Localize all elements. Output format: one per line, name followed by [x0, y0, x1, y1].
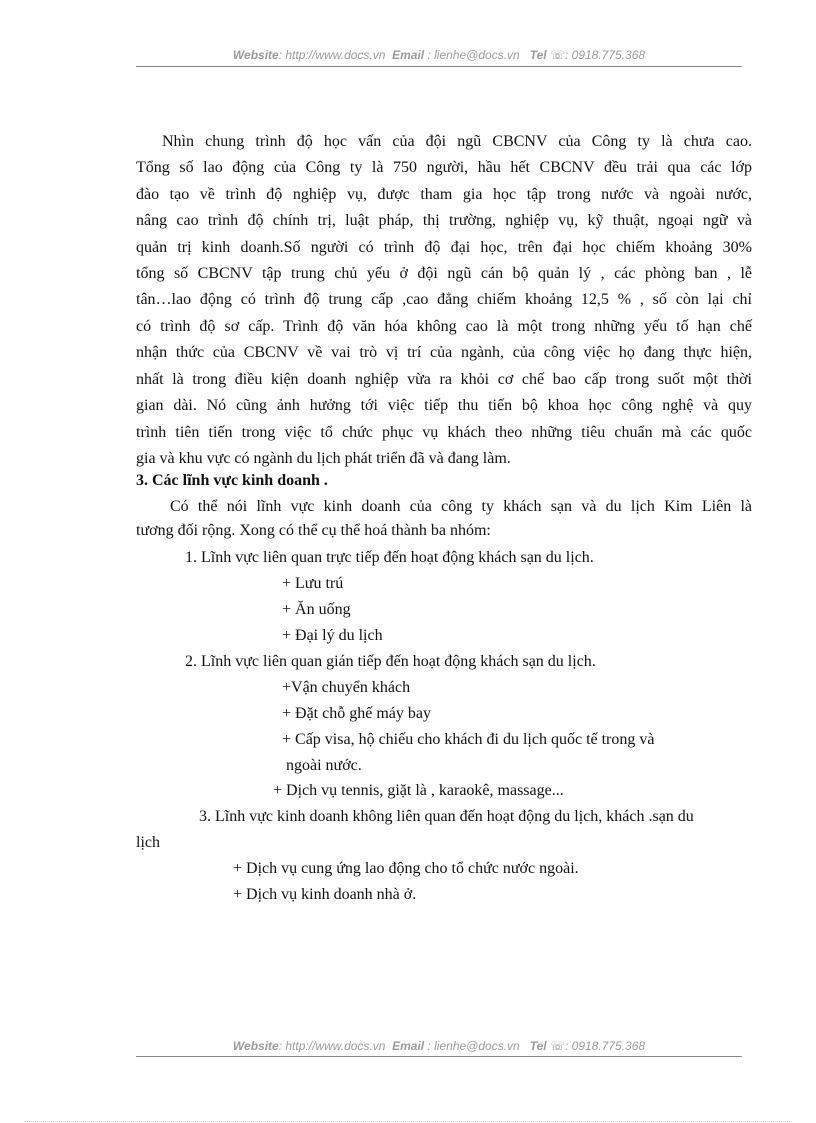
footer-website-value[interactable]: : http://www.docs.vn — [278, 1039, 386, 1053]
header-rule — [136, 66, 742, 67]
para1-line: gia và khu vực có ngành du lịch phát triển đã và đang làm. — [136, 450, 511, 467]
group1-item: + Lưu trú — [282, 575, 344, 592]
para1-line: tổng số CBCNV tập trung chủ yếu ở đội ngũ cán bộ quản lý , các phòng ban , lễ — [136, 265, 752, 282]
footer-tel-value: : 0918.775.368 — [564, 1039, 646, 1053]
para2-line: tương đối rộng. Xong có thể cụ thể hoá thành ba nhóm: — [136, 522, 491, 539]
footer-rule — [136, 1056, 742, 1057]
page-header — [136, 48, 742, 62]
group3-item: + Dịch vụ cung ứng lao động cho tổ chức nước ngoài. — [233, 860, 579, 877]
group2-item: + Cấp visa, hộ chiếu cho khách đi du lịch quốc tế trong và — [282, 731, 655, 748]
footer-email-label: Email — [392, 1039, 425, 1053]
para1-line: trình tiên tiến trong việc tổ chức phục vụ khách theo những tiêu chuẩn mà các quốc — [136, 424, 752, 441]
footer-tel-label: Tel — [529, 1039, 547, 1053]
para1-line: Tổng số lao động của Công ty là 750 người, hầu hết CBCNV đều trải qua các lớp — [136, 159, 752, 176]
header-email-value[interactable]: : lienhe@docs.vn — [427, 48, 520, 62]
header-email-label: Email — [392, 48, 425, 62]
header-website-label: Website — [232, 48, 279, 62]
para1-line: đào tạo về trình độ nghiệp vụ, được tham gia học tập trong nước và ngoài nước, — [136, 186, 752, 203]
group1-title: 1. Lĩnh vực liên quan trực tiếp đến hoạt động khách sạn du lịch. — [185, 549, 594, 566]
group3-item: + Dịch vụ kinh doanh nhà ở. — [233, 886, 417, 903]
group2-item: ngoài nước. — [286, 757, 362, 774]
section-heading: 3. Các lĩnh vực kinh doanh . — [136, 472, 328, 489]
para1-line: có trình độ sơ cấp. Trình độ văn hóa không cao là một trong những yếu tố hạn chế — [136, 318, 752, 335]
group2-item: + Dịch vụ tennis, giặt là , karaokê, massage... — [273, 782, 564, 799]
group2-item: + Đặt chỗ ghế máy bay — [282, 705, 431, 722]
header-website-value[interactable]: : http://www.docs.vn — [278, 48, 386, 62]
page-footer — [136, 1039, 742, 1053]
para2-line: Có thể nói lĩnh vực kinh doanh của công ty khách sạn và du lịch Kim Liên là — [170, 498, 752, 515]
group3-title-cont: lịch — [136, 834, 160, 851]
para1-line: gian dài. Nó cũng ảnh hưởng tới việc tiếp thu tiến bộ khoa học công nghệ và quy — [136, 397, 752, 414]
phone-icon: ☏ — [549, 48, 565, 62]
group1-item: + Đại lý du lịch — [282, 627, 383, 644]
header-tel-label: Tel — [529, 48, 547, 62]
footer-website-label: Website — [232, 1039, 279, 1053]
header-tel-value: : 0918.775.368 — [564, 48, 646, 62]
para1-line: tân…lao động có trình độ trung cấp ,cao đẳng chiếm khoảng 12,5 % , số còn lại chỉ — [136, 291, 752, 308]
phone-icon: ☏ — [549, 1039, 565, 1053]
para1-line: quản trị kinh doanh.Số người có trình độ đại học, trên đại học chiếm khoảng 30% — [136, 239, 752, 256]
group1-item: + Ăn uống — [282, 601, 351, 618]
page-bottom-divider — [24, 1121, 792, 1122]
para1-line: nhất là trong điều kiện doanh nghiệp vừa ra khỏi cơ chế bao cấp trong suốt một thời — [136, 371, 752, 388]
footer-email-value[interactable]: : lienhe@docs.vn — [427, 1039, 520, 1053]
group2-title: 2. Lĩnh vực liên quan gián tiếp đến hoạt động khách sạn du lịch. — [185, 653, 596, 670]
group3-title: 3. Lĩnh vực kinh doanh không liên quan đến hoạt động du lịch, khách .sạn du — [199, 808, 694, 825]
para1-line: nâng cao trình độ chính trị, luật pháp, thị trường, nghiệp vụ, kỹ thuật, ngoại ngữ và — [136, 212, 752, 229]
group2-item: +Vận chuyển khách — [282, 679, 411, 696]
para1-line: Nhìn chung trình độ học vấn của đội ngũ CBCNV của Công ty là chưa cao. — [162, 133, 752, 150]
para1-line: nhận thức của CBCNV về vai trò vị trí của ngành, của công việc họ đang thực hiện, — [136, 344, 752, 361]
